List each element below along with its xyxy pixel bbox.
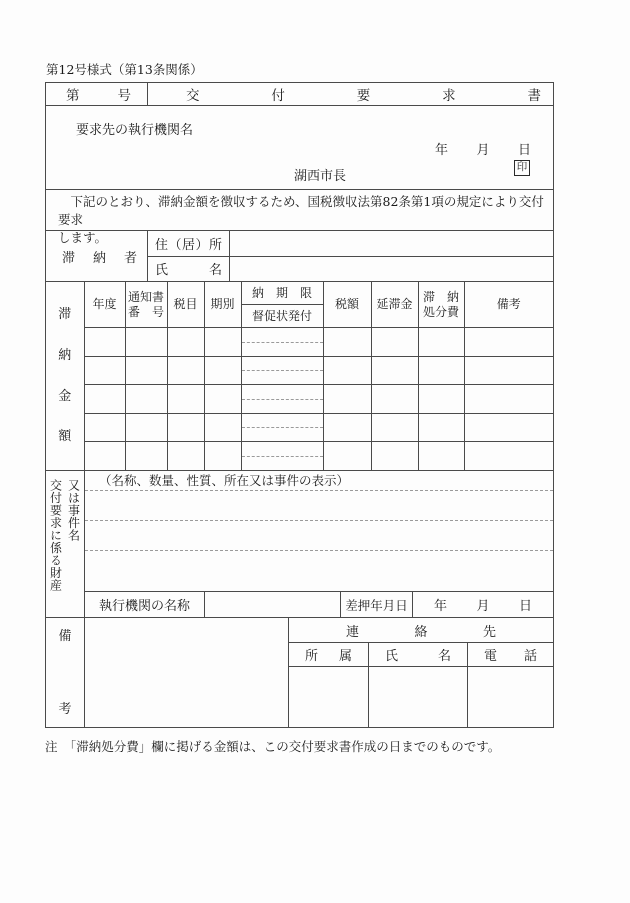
year-label: 年 xyxy=(434,599,448,614)
dept-label xyxy=(289,643,369,666)
col-header-late-fee: 延滞金 xyxy=(371,282,418,328)
contact-char: 連 xyxy=(346,624,360,640)
cell-tax-item xyxy=(167,328,204,357)
cell-year xyxy=(84,442,125,471)
cell-tax-item xyxy=(167,442,204,471)
cell-disposal-cost xyxy=(418,413,464,442)
notice-line1: 通知書 xyxy=(127,290,164,305)
remarks-section xyxy=(46,617,553,727)
property-section xyxy=(46,471,553,617)
cell-reminder xyxy=(241,342,323,356)
contact-values xyxy=(289,667,553,727)
cell-reminder xyxy=(241,457,323,471)
address-char: 住 xyxy=(155,237,169,253)
day-label: 日 xyxy=(518,599,532,614)
address-char: 所 xyxy=(208,237,222,253)
cell-year xyxy=(84,385,125,414)
delivery-request-form xyxy=(45,82,554,728)
cname-char: 名 xyxy=(437,649,451,664)
cell-reminder xyxy=(241,428,323,442)
contact-name-value-field xyxy=(369,667,468,727)
cell-disposal-cost xyxy=(418,356,464,385)
cell-tax-amount xyxy=(323,356,371,385)
date-line xyxy=(435,139,531,158)
cell-remarks xyxy=(464,356,553,385)
contact-char: 先 xyxy=(482,624,496,640)
cell-period xyxy=(204,413,241,442)
address-value-field xyxy=(230,231,553,256)
cell-due-date xyxy=(241,356,323,371)
arrears-side-label xyxy=(46,282,84,471)
doc-no-suffix: 号 xyxy=(117,88,131,104)
contact-headers xyxy=(289,643,553,667)
cell-period xyxy=(204,385,241,414)
title-char: 書 xyxy=(527,88,541,104)
contact-char: 絡 xyxy=(414,624,428,640)
cell-notice-no xyxy=(125,328,167,357)
statement-section xyxy=(46,190,553,245)
phone-label xyxy=(468,643,553,666)
debtor-char: 滞 xyxy=(62,250,76,266)
footnote: 注 「滞納処分費」欄に掲げる金額は、この交付要求書作成の日までのものです。 xyxy=(45,739,501,754)
property-side-label xyxy=(46,471,85,617)
exec-agency-row xyxy=(85,591,553,617)
property-side-main: 交付要求に係る財産 xyxy=(48,479,63,592)
cell-tax-amount xyxy=(323,385,371,414)
cell-late-fee xyxy=(371,356,418,385)
contact-block xyxy=(289,618,553,727)
title-char: 要 xyxy=(356,88,371,104)
col-header-period: 期別 xyxy=(204,282,241,328)
phone-char: 電 xyxy=(484,649,498,664)
exec-agency-value-field xyxy=(205,592,341,617)
col-header-tax-item: 税目 xyxy=(167,282,204,328)
cell-disposal-cost xyxy=(418,328,464,357)
cell-late-fee xyxy=(371,385,418,414)
col-header-year: 年度 xyxy=(84,282,125,328)
cost-line1: 滞 納 xyxy=(422,290,459,305)
dept-value-field xyxy=(289,667,369,727)
remarks-char: 考 xyxy=(58,702,72,717)
phone-value-field xyxy=(468,667,553,727)
cell-tax-amount xyxy=(323,442,371,471)
recipient-section xyxy=(46,106,553,190)
col-header-remarks: 備考 xyxy=(464,282,553,328)
cell-late-fee xyxy=(371,442,418,471)
cell-notice-no xyxy=(125,385,167,414)
title-row xyxy=(46,83,553,106)
dept-char: 属 xyxy=(338,649,352,664)
cell-notice-no xyxy=(125,442,167,471)
debtor-address-row xyxy=(148,231,553,257)
cell-period xyxy=(204,356,241,385)
col-header-disposal-cost xyxy=(418,282,464,328)
name-char: 名 xyxy=(208,263,222,279)
exec-agency-label: 執行機関の名称 xyxy=(85,592,205,617)
doc-number-cell xyxy=(46,83,148,105)
col-header-notice-no xyxy=(125,282,167,328)
cell-tax-item xyxy=(167,385,204,414)
month-label: 月 xyxy=(476,599,490,614)
cell-year xyxy=(84,356,125,385)
contact-title xyxy=(289,618,553,643)
mayor-name: 湖西市長 xyxy=(294,169,347,184)
address-char: （ xyxy=(168,237,182,253)
cell-late-fee xyxy=(371,328,418,357)
phone-char: 話 xyxy=(523,649,537,664)
cell-disposal-cost xyxy=(418,442,464,471)
debtor-char: 者 xyxy=(123,250,137,266)
side-char: 滞 xyxy=(58,307,72,323)
statement-line2: します。 xyxy=(58,230,108,245)
side-char: 納 xyxy=(58,347,72,363)
cell-remarks xyxy=(464,442,553,471)
cell-period xyxy=(204,328,241,357)
remarks-char: 備 xyxy=(58,629,72,644)
seal-mark: 印 xyxy=(514,160,530,176)
cell-notice-no xyxy=(125,356,167,385)
property-line xyxy=(85,520,553,550)
title-char: 求 xyxy=(442,88,456,104)
cell-remarks xyxy=(464,328,553,357)
cell-disposal-cost xyxy=(418,385,464,414)
property-display-note: （名称、数量、性質、所在又は事件の表示） xyxy=(99,473,350,488)
cell-reminder xyxy=(241,371,323,385)
side-char: 額 xyxy=(58,429,72,445)
statement-line1: 下記のとおり、滞納金額を徴収するため、国税徴収法第82条第1項の規定により交付要求 xyxy=(58,194,544,227)
property-side-sub: 又は事件名 xyxy=(66,479,81,542)
seizure-date-field xyxy=(413,592,553,617)
notice-line2: 番 号 xyxy=(127,304,164,319)
debtor-char: 納 xyxy=(92,250,106,266)
address-char: ） xyxy=(195,237,209,253)
cell-tax-amount xyxy=(323,413,371,442)
remarks-value-field xyxy=(85,618,289,727)
form-title xyxy=(148,83,553,105)
col-header-reminder: 督促状発付 xyxy=(241,305,323,328)
dept-char: 所 xyxy=(305,649,319,664)
agency-name-label: 要求先の執行機関名 xyxy=(76,123,194,138)
seizure-date-label: 差押年月日 xyxy=(341,592,413,617)
cell-tax-item xyxy=(167,356,204,385)
year-label: 年 xyxy=(435,143,449,158)
cell-remarks xyxy=(464,385,553,414)
form-style-note: 第12号様式（第13条関係） xyxy=(46,62,203,77)
cname-char: 氏 xyxy=(385,649,399,664)
cell-due-date xyxy=(241,328,323,343)
name-value-field xyxy=(230,257,553,282)
address-char: 居 xyxy=(181,237,195,253)
cost-line2: 処分費 xyxy=(422,304,459,319)
doc-no-prefix: 第 xyxy=(66,88,80,104)
debtor-label xyxy=(46,231,148,281)
col-header-due-date: 納 期 限 xyxy=(241,282,323,305)
debtor-name-row xyxy=(148,257,553,282)
cell-year xyxy=(84,413,125,442)
cell-due-date xyxy=(241,385,323,400)
name-char: 氏 xyxy=(155,263,169,279)
contact-name-label xyxy=(369,643,468,666)
address-label xyxy=(148,231,230,256)
cell-notice-no xyxy=(125,413,167,442)
cell-year xyxy=(84,328,125,357)
debtor-fields xyxy=(148,231,553,281)
cell-reminder xyxy=(241,399,323,413)
title-char: 付 xyxy=(271,88,285,104)
property-line xyxy=(85,550,553,591)
title-char: 交 xyxy=(186,88,200,104)
month-label: 月 xyxy=(476,143,490,158)
name-label xyxy=(148,257,230,282)
cell-due-date xyxy=(241,442,323,457)
property-body xyxy=(85,471,553,617)
col-header-tax-amount: 税額 xyxy=(323,282,371,328)
remarks-label xyxy=(46,618,85,727)
cell-tax-item xyxy=(167,413,204,442)
cell-tax-amount xyxy=(323,328,371,357)
cell-period xyxy=(204,442,241,471)
side-char: 金 xyxy=(58,388,72,404)
property-line xyxy=(85,490,553,520)
arrears-table xyxy=(46,281,553,471)
cell-due-date xyxy=(241,413,323,428)
cell-late-fee xyxy=(371,413,418,442)
cell-remarks xyxy=(464,413,553,442)
debtor-section xyxy=(46,231,553,281)
day-label: 日 xyxy=(517,143,531,158)
